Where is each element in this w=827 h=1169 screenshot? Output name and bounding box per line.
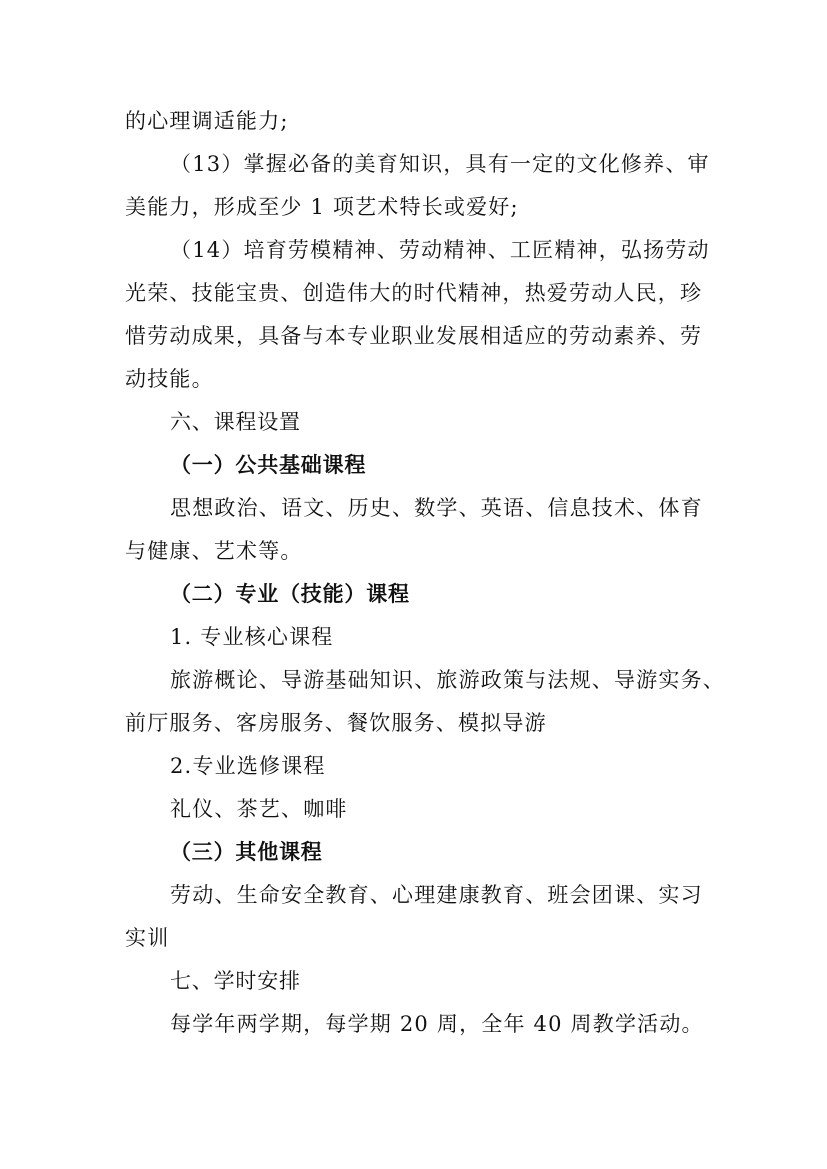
list-item-13: （13）掌握必备的美育知识，具有一定的文化修养、审 (170, 152, 710, 176)
body-text-line: 美能力，形成至少 1 项艺术特长或爱好; (125, 195, 519, 219)
sub-item-heading-2: 2.专业选修课程 (170, 754, 326, 778)
section-heading-6: 六、课程设置 (170, 410, 301, 434)
body-text-line: 实训 (125, 926, 170, 950)
subsection-heading-1: （一）公共基础课程 (170, 452, 367, 477)
body-text-line: 劳动、生命安全教育、心理建康教育、班会团课、实习 (170, 883, 703, 907)
body-text-line: 旅游概论、导游基础知识、旅游政策与法规、导游实务、 (170, 668, 725, 692)
section-heading-7: 七、学时安排 (170, 969, 301, 993)
subsection-heading-2: （二）专业（技能）课程 (170, 581, 410, 606)
body-text-line: 与健康、艺术等。 (125, 539, 303, 563)
body-text-line: 光荣、技能宝贵、创造伟大的时代精神，热爱劳动人民，珍 (125, 281, 703, 305)
list-item-14: （14）培育劳模精神、劳动精神、工匠精神，弘扬劳动 (170, 238, 710, 262)
body-text-line: 前厅服务、客房服务、餐饮服务、模拟导游 (125, 711, 547, 735)
body-text-line: 思想政治、语文、历史、数学、英语、信息技术、体育 (170, 496, 703, 520)
subsection-heading-3: （三）其他课程 (170, 839, 323, 864)
body-text-line: 礼仪、茶艺、咖啡 (170, 797, 348, 821)
body-text-line: 动技能。 (125, 367, 214, 391)
body-text-line: 惜劳动成果，具备与本专业职业发展相适应的劳动素养、劳 (125, 324, 703, 348)
body-text-line: 的心理调适能力; (125, 109, 289, 133)
body-text-line: 每学年两学期，每学期 20 周，全年 40 周教学活动。 (170, 1012, 704, 1036)
sub-item-heading-1: 1. 专业核心课程 (170, 625, 334, 649)
